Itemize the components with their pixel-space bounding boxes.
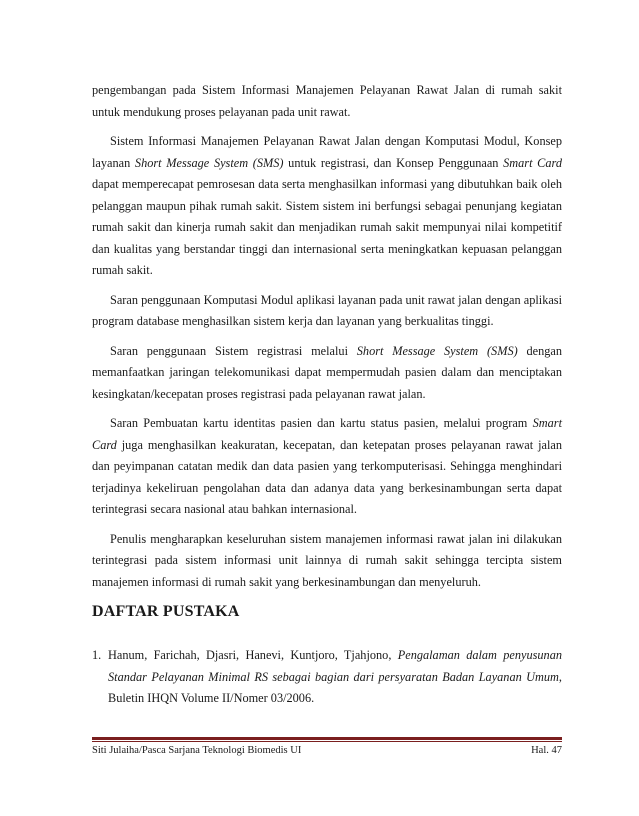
reference-number: 1.	[92, 648, 102, 662]
text-segment: pengembangan pada Sistem Informasi Manajemen Pelayanan Rawat Jalan di rumah sakit untuk mendukung proses pelayanan pada unit rawat.	[92, 83, 562, 119]
reference-text: , Buletin IHQN Volume II/Nomer 03/2006.	[108, 669, 562, 705]
page-number: Hal. 47	[531, 745, 562, 756]
text-segment: dengan memanfaatkan jaringan telekomunikasi dapat mempermudah pasien dalam dan menciptakan kesingkatan/kecepatan proses registrasi pada pelayanan rawat jalan.	[92, 343, 562, 401]
italic-text: Smart Card	[503, 155, 563, 170]
bibliography-list	[92, 645, 562, 710]
paragraph	[92, 80, 562, 123]
paragraph	[92, 529, 562, 594]
reference-text: Hanum, Farichah, Djasri, Hanevi, Kuntjoro, Tjahjono,	[108, 648, 398, 662]
footer-rule	[92, 737, 562, 740]
page-footer	[92, 745, 562, 756]
bibliography-heading: DAFTAR PUSTAKA	[92, 603, 240, 620]
text-segment: Saran penggunaan Sistem registrasi melalui	[110, 343, 357, 358]
page-body	[92, 80, 562, 710]
paragraph	[92, 341, 562, 406]
paragraph	[92, 131, 562, 282]
body-text	[92, 80, 562, 593]
footer-author: Siti Julaiha/Pasca Sarjana Teknologi Biomedis UI	[92, 745, 302, 756]
italic-text: Short Message System (SMS)	[134, 155, 284, 170]
text-segment: untuk registrasi, dan Konsep Penggunaan	[283, 155, 504, 170]
text-segment: Sistem Informasi Manajemen Pelayanan Rawat Jalan dengan Komputasi Modul, Konsep layanan	[92, 134, 562, 170]
paragraph	[92, 413, 562, 521]
text-segment: juga menghasilkan keakuratan, kecepatan, dan ketepatan proses pelayanan rawat jalan dan peyimpanan catatan medik dan data pasien yang terkomputerisasi. Sehingga menghindari terjadinya kekeliruan pengolahan data dan adanya data yang berkesinambungan serta dapat terintegrasi secara nasional atau bahkan internasional.	[92, 437, 562, 516]
paragraph	[92, 290, 562, 333]
reference-item	[92, 645, 562, 710]
text-segment: dapat memperecapat pemrosesan data serta menghasilkan informasi yang dibutuhkan baik oleh pelanggan maupun pihak rumah sakit. Sistem sistem ini berfungsi sebagai penunjang kegiatan rumah sakit dan kinerja rumah sakit dan menjadikan rumah sakit mempunyai nilai kompetitif dan kualitas yang berstandar tinggi dan internasional serta meningkatkan kepuasan pelanggan rumah sakit.	[92, 177, 562, 277]
italic-text: Short Message System (SMS)	[356, 343, 518, 358]
text-segment: Saran penggunaan Komputasi Modul aplikasi layanan pada unit rawat jalan dengan aplikasi program database menghasilkan sistem kerja dan layanan yang berkualitas tinggi.	[92, 292, 562, 328]
reference-title: Pengalaman dalam penyusunan Standar Pelayanan Minimal RS sebagai bagian dari persyaratan Badan Layanan Umum	[108, 648, 562, 684]
text-segment: Penulis mengharapkan keseluruhan sistem manajemen informasi rawat jalan ini dilakukan terintegrasi pada sistem informasi unit lainnya di rumah sakit sehingga tercipta sistem manajemen informasi di rumah sakit yang berkesinambungan dan menyeluruh.	[92, 531, 562, 589]
italic-text: Smart Card	[92, 416, 562, 452]
footer-rule-thin	[92, 741, 562, 742]
text-segment: Saran Pembuatan kartu identitas pasien dan kartu status pasien, melalui program	[110, 416, 533, 430]
